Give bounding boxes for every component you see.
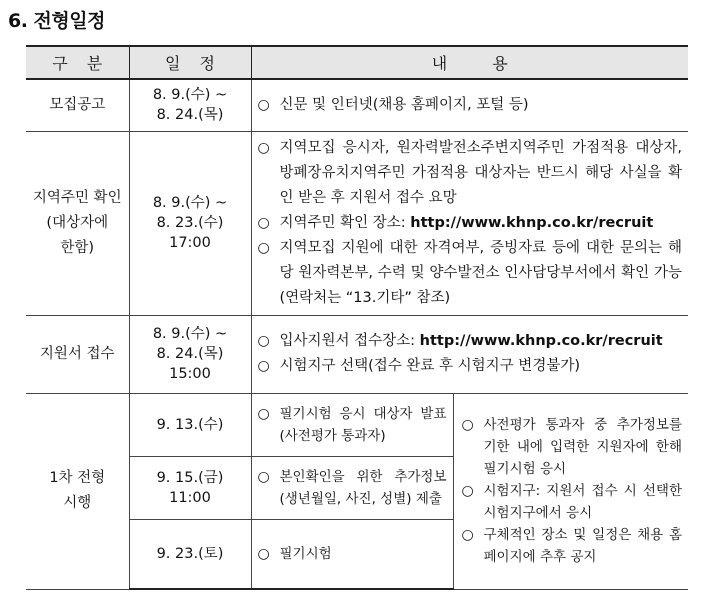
row-label: 지원서 접수 — [26, 315, 129, 393]
row-label: 지역주민 확인 (대상자에 한함) — [26, 131, 129, 315]
row-date: 8. 9.(수) ~ 8. 24.(목) 15:00 — [129, 315, 251, 393]
schedule-table — [26, 45, 688, 590]
row-content — [251, 393, 453, 456]
row-content — [251, 79, 688, 131]
list-item: ○ 지역모집 지원에 대한 자격여부, 증빙자료 등에 대한 문의는 해당 원자력본부, 수력 및 양수발전소 인사담당부서에서 확인 가능(연락처는 “13.기타” 참조) — [257, 239, 682, 306]
list-item: ○ 사전평가 통과자 중 추가정보를 기한 내에 입력한 지원자에 한해 필기시험 응시 — [461, 417, 682, 477]
table-row — [26, 79, 688, 131]
row-date: 8. 9.(수) ~ 8. 24.(목) — [129, 79, 251, 131]
row-date: 9. 15.(금) 11:00 — [129, 456, 251, 519]
list-item: ○ 필기시험 — [257, 545, 332, 562]
list-item: ○ 시험지구 선택(접수 완료 후 시험지구 변경불가) — [257, 358, 580, 374]
list-item: ○ 필기시험 응시 대상자 발표(사전평가 통과자) — [257, 405, 447, 444]
row-date: 9. 13.(수) — [129, 393, 251, 456]
header-category: 구 분 — [26, 46, 129, 79]
table-header-row — [26, 46, 688, 79]
row-content — [251, 131, 688, 315]
row-content — [251, 315, 688, 393]
list-item: ○ 시험지구: 지원서 접수 시 선택한 시험지구에서 응시 — [461, 483, 682, 521]
list-item: ○ 본인확인을 위한 추가정보 (생년월일, 사진, 성별) 제출 — [257, 468, 447, 507]
list-item: ○ 지역주민 확인 장소: http://www.khnp.co.kr/recruit — [257, 214, 654, 231]
list-item: ○ 입사지원서 접수장소: http://www.khnp.co.kr/recruit — [257, 333, 663, 349]
header-content: 내 용 — [251, 46, 688, 79]
recruit-link[interactable]: http://www.khnp.co.kr/recruit — [410, 214, 654, 231]
list-item: ○ 구체적인 장소 및 일정은 채용 홈페이지에 추후 공지 — [461, 527, 682, 565]
row-date: 9. 23.(토) — [129, 519, 251, 589]
recruit-link[interactable]: http://www.khnp.co.kr/recruit — [419, 333, 663, 349]
table-row — [26, 131, 688, 315]
table-row — [26, 393, 688, 456]
section-title: 6. 전형일정 — [8, 10, 105, 32]
row-date: 8. 9.(수) ~ 8. 23.(수) 17:00 — [129, 131, 251, 315]
row-notes — [453, 393, 688, 589]
list-item: ○ 지역모집 응시자, 원자력발전소주변지역주민 가점적용 대상자, 방폐장유치지역주민 가점적용 대상자는 반드시 해당 사실을 확인 받은 후 지원서 접수 요망 — [257, 139, 682, 206]
row-label: 1차 전형 시행 — [26, 393, 129, 589]
table-row — [26, 315, 688, 393]
row-content — [251, 519, 453, 589]
row-content — [251, 456, 453, 519]
header-schedule: 일 정 — [129, 46, 251, 79]
row-label: 모집공고 — [26, 79, 129, 131]
list-item: ○ 신문 및 인터넷(채용 홈페이지, 포털 등) — [257, 96, 529, 113]
